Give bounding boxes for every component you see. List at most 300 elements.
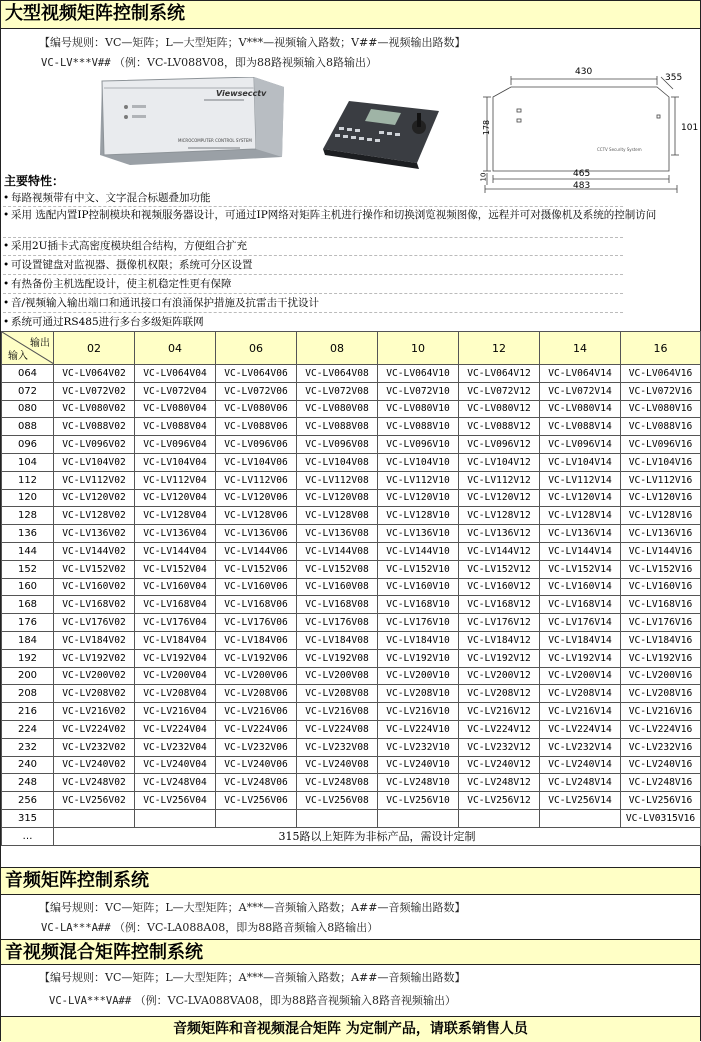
row-input-count: 168 — [2, 596, 54, 614]
model-number-cell: VC-LV144V08 — [297, 542, 378, 560]
dimension-drawing — [481, 67, 699, 197]
model-number-cell: VC-LV192V08 — [297, 649, 378, 667]
table-row — [2, 809, 701, 827]
video-section-title: 大型视频矩阵控制系统 — [1, 1, 700, 29]
model-number-cell: VC-LV248V08 — [297, 774, 378, 792]
model-number-cell: VC-LV184V14 — [540, 631, 621, 649]
video-numbering-rule: 【编号规则：VC—矩阵；L—大型矩阵；V***—视频输入路数；V##—视频输出路数】 — [39, 36, 466, 49]
model-number-cell: VC-LV136V06 — [216, 525, 297, 543]
av-model-example: （例：VC-LVA088VA08，即为88路音视频输入8路音视频输出） — [134, 994, 457, 1007]
model-number-cell: VC-LV064V04 — [135, 365, 216, 383]
row-input-count: 088 — [2, 418, 54, 436]
model-number-cell: VC-LV248V12 — [459, 774, 540, 792]
model-number-cell: VC-LV232V14 — [540, 738, 621, 756]
model-number-cell: VC-LV072V04 — [135, 382, 216, 400]
dim-drawing-label: CCTV Security System — [597, 147, 642, 152]
model-number-cell: VC-LV144V14 — [540, 542, 621, 560]
feature-divider — [3, 293, 623, 294]
row-input-count: 080 — [2, 400, 54, 418]
model-number-cell: VC-LV256V12 — [459, 792, 540, 810]
model-number-cell: VC-LV216V02 — [54, 703, 135, 721]
column-header: 16 — [621, 332, 701, 365]
model-number-cell: VC-LV184V06 — [216, 631, 297, 649]
model-number-cell: VC-LV216V16 — [621, 703, 701, 721]
model-number-cell: VC-LV136V04 — [135, 525, 216, 543]
model-number-cell: VC-LV152V02 — [54, 560, 135, 578]
feature-divider — [3, 237, 623, 238]
model-number-cell: VC-LV144V12 — [459, 542, 540, 560]
model-number-cell: VC-LV192V04 — [135, 649, 216, 667]
model-number-cell: VC-LV136V10 — [378, 525, 459, 543]
table-note: 315路以上矩阵为非标产品，需设计定制 — [54, 827, 701, 845]
model-number-cell — [297, 809, 378, 827]
table-row — [2, 792, 701, 810]
video-model-format: VC-LV***V## — [41, 57, 111, 69]
row-input-count: 176 — [2, 614, 54, 632]
model-number-cell: VC-LV168V04 — [135, 596, 216, 614]
row-input-count: 240 — [2, 756, 54, 774]
table-row — [2, 542, 701, 560]
model-number-cell: VC-LV232V06 — [216, 738, 297, 756]
model-number-cell: VC-LV168V12 — [459, 596, 540, 614]
model-number-cell: VC-LV256V04 — [135, 792, 216, 810]
table-row — [2, 400, 701, 418]
model-number-cell: VC-LV168V14 — [540, 596, 621, 614]
model-number-cell: VC-LV192V14 — [540, 649, 621, 667]
row-input-count: 200 — [2, 667, 54, 685]
model-number-cell: VC-LV160V06 — [216, 578, 297, 596]
model-number-cell: VC-LV128V10 — [378, 507, 459, 525]
model-number-cell: VC-LV096V02 — [54, 436, 135, 454]
table-row — [2, 489, 701, 507]
model-number-cell: VC-LV080V14 — [540, 400, 621, 418]
row-input-count: 216 — [2, 703, 54, 721]
custom-product-notice: 音频矩阵和音视频混合矩阵 为定制产品，请联系销售人员 — [1, 1016, 700, 1042]
model-number-cell: VC-LV072V12 — [459, 382, 540, 400]
model-number-cell: VC-LV160V04 — [135, 578, 216, 596]
model-number-cell: VC-LV224V10 — [378, 720, 459, 738]
model-number-cell: VC-LV112V04 — [135, 471, 216, 489]
row-input-count: 120 — [2, 489, 54, 507]
model-number-cell: VC-LV128V06 — [216, 507, 297, 525]
model-number-cell: VC-LV216V14 — [540, 703, 621, 721]
model-number-cell: VC-LV200V06 — [216, 667, 297, 685]
model-number-cell: VC-LV064V08 — [297, 365, 378, 383]
model-number-cell: VC-LV184V12 — [459, 631, 540, 649]
model-number-cell: VC-LV160V10 — [378, 578, 459, 596]
model-number-cell: VC-LV256V14 — [540, 792, 621, 810]
dim-width-total: 483 — [573, 181, 591, 191]
table-row — [2, 720, 701, 738]
model-number-cell — [378, 809, 459, 827]
av-model-format: VC-LVA***VA## — [49, 995, 132, 1007]
model-number-cell: VC-LV128V12 — [459, 507, 540, 525]
model-number-cell: VC-LV120V10 — [378, 489, 459, 507]
model-number-cell: VC-LV152V14 — [540, 560, 621, 578]
model-number-cell: VC-LV208V04 — [135, 685, 216, 703]
row-ellipsis: … — [2, 827, 54, 845]
table-row — [2, 382, 701, 400]
model-number-cell: VC-LV192V02 — [54, 649, 135, 667]
model-number-cell: VC-LV128V04 — [135, 507, 216, 525]
feature-divider — [3, 206, 623, 207]
model-number-cell: VC-LV072V10 — [378, 382, 459, 400]
model-number-cell: VC-LV232V08 — [297, 738, 378, 756]
table-row — [2, 756, 701, 774]
model-number-cell: VC-LV112V02 — [54, 471, 135, 489]
model-number-cell: VC-LV256V06 — [216, 792, 297, 810]
model-number-cell: VC-LV216V08 — [297, 703, 378, 721]
model-number-cell: VC-LV096V06 — [216, 436, 297, 454]
corner-output-label: 输出 — [30, 338, 50, 349]
model-number-cell: VC-LV184V16 — [621, 631, 701, 649]
model-number-cell: VC-LV096V04 — [135, 436, 216, 454]
model-number-cell: VC-LV152V12 — [459, 560, 540, 578]
feature-item: • 可设置键盘对监视器、摄像机权限；系统可分区设置 — [3, 259, 253, 271]
table-row — [2, 738, 701, 756]
table-row — [2, 649, 701, 667]
model-number-cell: VC-LV072V08 — [297, 382, 378, 400]
model-number-cell: VC-LV200V14 — [540, 667, 621, 685]
av-model-format-line — [49, 992, 456, 1008]
dim-foot: 10 — [479, 172, 488, 182]
model-number-cell: VC-LV080V04 — [135, 400, 216, 418]
row-input-count: 104 — [2, 453, 54, 471]
av-numbering-rule: 【编号规则：VC—矩阵；L—大型矩阵；A***—音频输入路数；A##—音频输出路数】 — [39, 971, 466, 984]
row-input-count: 160 — [2, 578, 54, 596]
video-model-table — [1, 331, 701, 846]
model-number-cell: VC-LV104V10 — [378, 453, 459, 471]
model-number-cell: VC-LV072V16 — [621, 382, 701, 400]
table-row — [2, 578, 701, 596]
model-number-cell: VC-LV0315V16 — [621, 809, 701, 827]
model-number-cell: VC-LV168V10 — [378, 596, 459, 614]
model-number-cell: VC-LV152V06 — [216, 560, 297, 578]
model-number-cell: VC-LV144V10 — [378, 542, 459, 560]
model-number-cell: VC-LV216V04 — [135, 703, 216, 721]
model-number-cell: VC-LV144V04 — [135, 542, 216, 560]
model-number-cell: VC-LV096V12 — [459, 436, 540, 454]
model-number-cell: VC-LV176V04 — [135, 614, 216, 632]
model-number-cell: VC-LV080V10 — [378, 400, 459, 418]
model-number-cell: VC-LV088V16 — [621, 418, 701, 436]
feature-divider — [3, 274, 623, 275]
model-number-cell: VC-LV168V08 — [297, 596, 378, 614]
model-number-cell: VC-LV064V02 — [54, 365, 135, 383]
model-number-cell: VC-LV176V14 — [540, 614, 621, 632]
model-number-cell: VC-LV224V16 — [621, 720, 701, 738]
model-number-cell: VC-LV224V06 — [216, 720, 297, 738]
model-number-cell: VC-LV144V16 — [621, 542, 701, 560]
model-number-cell: VC-LV208V08 — [297, 685, 378, 703]
audio-numbering-rule: 【编号规则：VC—矩阵；L—大型矩阵；A***—音频输入路数；A##—音频输出路数】 — [39, 901, 466, 914]
model-number-cell — [216, 809, 297, 827]
model-number-cell: VC-LV152V04 — [135, 560, 216, 578]
model-number-cell: VC-LV176V10 — [378, 614, 459, 632]
feature-item: • 采用 选配内置IP控制模块和视频服务器设计，可通过IP网络对矩阵主机进行操作和切换浏览视频图像，远程并可对摄像机及系统的控制访问 — [3, 209, 657, 221]
table-body — [2, 365, 701, 846]
model-number-cell: VC-LV104V02 — [54, 453, 135, 471]
model-number-cell: VC-LV072V14 — [540, 382, 621, 400]
model-number-cell: VC-LV136V12 — [459, 525, 540, 543]
model-number-cell: VC-LV256V08 — [297, 792, 378, 810]
row-input-count: 128 — [2, 507, 54, 525]
model-number-cell: VC-LV080V08 — [297, 400, 378, 418]
row-input-count: 184 — [2, 631, 54, 649]
table-row — [2, 631, 701, 649]
column-header: 04 — [135, 332, 216, 365]
row-input-count: 072 — [2, 382, 54, 400]
control-keyboard-image — [319, 97, 444, 169]
table-row — [2, 507, 701, 525]
model-number-cell: VC-LV096V16 — [621, 436, 701, 454]
table-row — [2, 774, 701, 792]
column-header: 06 — [216, 332, 297, 365]
table-corner-cell — [2, 332, 54, 365]
column-header: 10 — [378, 332, 459, 365]
row-input-count: 064 — [2, 365, 54, 383]
dim-width-body: 465 — [573, 169, 591, 179]
model-number-cell: VC-LV176V16 — [621, 614, 701, 632]
column-header: 02 — [54, 332, 135, 365]
model-number-cell: VC-LV120V04 — [135, 489, 216, 507]
model-number-cell: VC-LV176V02 — [54, 614, 135, 632]
model-number-cell: VC-LV256V02 — [54, 792, 135, 810]
model-number-cell: VC-LV080V12 — [459, 400, 540, 418]
features-heading: 主要特性： — [4, 174, 65, 188]
model-number-cell: VC-LV072V06 — [216, 382, 297, 400]
matrix-host-image — [96, 77, 286, 167]
row-input-count: 112 — [2, 471, 54, 489]
audio-model-format: VC-LA***A## — [41, 922, 111, 934]
model-number-cell: VC-LV136V14 — [540, 525, 621, 543]
dim-height: 178 — [482, 119, 492, 136]
model-number-cell: VC-LV200V04 — [135, 667, 216, 685]
model-number-cell: VC-LV064V06 — [216, 365, 297, 383]
model-number-cell: VC-LV176V12 — [459, 614, 540, 632]
model-number-cell: VC-LV088V02 — [54, 418, 135, 436]
model-number-cell: VC-LV160V14 — [540, 578, 621, 596]
model-number-cell: VC-LV232V02 — [54, 738, 135, 756]
model-number-cell: VC-LV240V06 — [216, 756, 297, 774]
model-number-cell: VC-LV232V16 — [621, 738, 701, 756]
row-input-count: 096 — [2, 436, 54, 454]
row-input-count: 136 — [2, 525, 54, 543]
model-number-cell: VC-LV216V06 — [216, 703, 297, 721]
model-number-cell: VC-LV088V08 — [297, 418, 378, 436]
feature-item: • 系统可通过RS485进行多台多级矩阵联网 — [3, 316, 204, 328]
model-number-cell: VC-LV088V04 — [135, 418, 216, 436]
table-row — [2, 471, 701, 489]
row-input-count: 208 — [2, 685, 54, 703]
model-number-cell: VC-LV184V02 — [54, 631, 135, 649]
row-input-count: 232 — [2, 738, 54, 756]
model-number-cell: VC-LV128V16 — [621, 507, 701, 525]
model-number-cell: VC-LV240V14 — [540, 756, 621, 774]
model-number-cell: VC-LV088V10 — [378, 418, 459, 436]
model-number-cell: VC-LV216V12 — [459, 703, 540, 721]
table-row-note — [2, 827, 701, 845]
model-number-cell: VC-LV184V08 — [297, 631, 378, 649]
table-row — [2, 453, 701, 471]
feature-item: • 采用2U插卡式高密度模块组合结构，方便组合扩充 — [3, 240, 248, 252]
column-header: 14 — [540, 332, 621, 365]
model-number-cell — [54, 809, 135, 827]
model-number-cell: VC-LV088V12 — [459, 418, 540, 436]
dim-depth: 355 — [665, 73, 683, 83]
feature-item: • 每路视频带有中文、文字混合标题叠加功能 — [3, 192, 211, 204]
model-number-cell: VC-LV240V04 — [135, 756, 216, 774]
model-number-cell: VC-LV136V02 — [54, 525, 135, 543]
model-number-cell: VC-LV064V16 — [621, 365, 701, 383]
model-number-cell: VC-LV112V08 — [297, 471, 378, 489]
model-number-cell: VC-LV200V10 — [378, 667, 459, 685]
model-number-cell: VC-LV168V16 — [621, 596, 701, 614]
model-number-cell: VC-LV120V16 — [621, 489, 701, 507]
model-number-cell: VC-LV240V10 — [378, 756, 459, 774]
model-number-cell: VC-LV112V12 — [459, 471, 540, 489]
table-row — [2, 667, 701, 685]
model-number-cell: VC-LV112V10 — [378, 471, 459, 489]
model-number-cell: VC-LV112V14 — [540, 471, 621, 489]
feature-item: • 有热备份主机选配设计，使主机稳定性更有保障 — [3, 278, 232, 290]
model-number-cell: VC-LV144V02 — [54, 542, 135, 560]
model-number-cell: VC-LV232V10 — [378, 738, 459, 756]
model-number-cell: VC-LV120V08 — [297, 489, 378, 507]
table-row — [2, 436, 701, 454]
row-input-count: 224 — [2, 720, 54, 738]
model-number-cell: VC-LV128V08 — [297, 507, 378, 525]
model-number-cell: VC-LV248V06 — [216, 774, 297, 792]
model-number-cell: VC-LV200V12 — [459, 667, 540, 685]
model-number-cell: VC-LV256V16 — [621, 792, 701, 810]
model-number-cell: VC-LV192V16 — [621, 649, 701, 667]
model-number-cell: VC-LV248V10 — [378, 774, 459, 792]
model-number-cell: VC-LV184V10 — [378, 631, 459, 649]
model-number-cell: VC-LV232V12 — [459, 738, 540, 756]
feature-divider — [3, 312, 623, 313]
model-number-cell: VC-LV152V16 — [621, 560, 701, 578]
model-number-cell: VC-LV232V04 — [135, 738, 216, 756]
feature-divider — [3, 255, 623, 256]
model-number-cell: VC-LV208V12 — [459, 685, 540, 703]
model-number-cell: VC-LV208V16 — [621, 685, 701, 703]
model-number-cell: VC-LV224V08 — [297, 720, 378, 738]
model-number-cell: VC-LV192V12 — [459, 649, 540, 667]
model-number-cell: VC-LV112V06 — [216, 471, 297, 489]
model-number-cell: VC-LV128V02 — [54, 507, 135, 525]
table-row — [2, 525, 701, 543]
model-number-cell: VC-LV200V08 — [297, 667, 378, 685]
model-number-cell: VC-LV080V16 — [621, 400, 701, 418]
table-row — [2, 365, 701, 383]
row-input-count: 248 — [2, 774, 54, 792]
model-number-cell: VC-LV200V16 — [621, 667, 701, 685]
table-row — [2, 685, 701, 703]
model-number-cell: VC-LV136V08 — [297, 525, 378, 543]
model-number-cell: VC-LV184V04 — [135, 631, 216, 649]
matrix-host-brand: Viewsecctv — [216, 89, 267, 98]
audio-model-format-line — [41, 919, 378, 935]
model-number-cell: VC-LV256V10 — [378, 792, 459, 810]
model-number-cell: VC-LV248V16 — [621, 774, 701, 792]
model-number-cell: VC-LV224V04 — [135, 720, 216, 738]
model-number-cell: VC-LV176V08 — [297, 614, 378, 632]
model-number-cell: VC-LV208V06 — [216, 685, 297, 703]
column-header: 12 — [459, 332, 540, 365]
model-number-cell: VC-LV096V08 — [297, 436, 378, 454]
table-row — [2, 614, 701, 632]
model-number-cell: VC-LV152V10 — [378, 560, 459, 578]
model-number-cell: VC-LV088V14 — [540, 418, 621, 436]
model-number-cell: VC-LV248V14 — [540, 774, 621, 792]
model-number-cell: VC-LV104V14 — [540, 453, 621, 471]
model-number-cell: VC-LV072V02 — [54, 382, 135, 400]
model-number-cell: VC-LV208V02 — [54, 685, 135, 703]
model-number-cell: VC-LV096V10 — [378, 436, 459, 454]
dim-panel-height: 101 — [681, 123, 699, 133]
audio-model-example: （例：VC-LA088A08，即为88路音频输入8路输出） — [114, 921, 379, 934]
model-number-cell: VC-LV168V06 — [216, 596, 297, 614]
matrix-host-panel-text: MICROCOMPUTER CONTROL SYSTEM — [178, 138, 252, 143]
row-input-count: 256 — [2, 792, 54, 810]
model-number-cell: VC-LV240V16 — [621, 756, 701, 774]
model-number-cell: VC-LV120V06 — [216, 489, 297, 507]
model-number-cell — [459, 809, 540, 827]
feature-item: • 音/视频输入输出端口和通讯接口有浪涌保护措施及抗雷击干扰设计 — [3, 297, 320, 309]
model-number-cell: VC-LV120V12 — [459, 489, 540, 507]
model-number-cell: VC-LV128V14 — [540, 507, 621, 525]
row-input-count: 144 — [2, 542, 54, 560]
model-number-cell: VC-LV104V16 — [621, 453, 701, 471]
row-input-count: 315 — [2, 809, 54, 827]
model-number-cell: VC-LV192V10 — [378, 649, 459, 667]
model-number-cell: VC-LV160V12 — [459, 578, 540, 596]
model-number-cell: VC-LV096V14 — [540, 436, 621, 454]
model-number-cell: VC-LV112V16 — [621, 471, 701, 489]
table-row — [2, 418, 701, 436]
model-number-cell: VC-LV120V14 — [540, 489, 621, 507]
row-input-count: 152 — [2, 560, 54, 578]
model-number-cell — [135, 809, 216, 827]
av-section-title: 音视频混合矩阵控制系统 — [1, 939, 700, 965]
table-row — [2, 560, 701, 578]
model-number-cell: VC-LV224V12 — [459, 720, 540, 738]
table-row — [2, 703, 701, 721]
audio-section-title: 音频矩阵控制系统 — [1, 867, 700, 895]
model-number-cell: VC-LV088V06 — [216, 418, 297, 436]
model-number-cell: VC-LV160V02 — [54, 578, 135, 596]
model-number-cell: VC-LV104V06 — [216, 453, 297, 471]
model-number-cell: VC-LV104V08 — [297, 453, 378, 471]
model-number-cell: VC-LV064V12 — [459, 365, 540, 383]
model-number-cell: VC-LV120V02 — [54, 489, 135, 507]
model-number-cell: VC-LV248V02 — [54, 774, 135, 792]
model-number-cell: VC-LV080V06 — [216, 400, 297, 418]
model-number-cell: VC-LV104V12 — [459, 453, 540, 471]
model-number-cell: VC-LV240V08 — [297, 756, 378, 774]
model-number-cell: VC-LV136V16 — [621, 525, 701, 543]
model-number-cell: VC-LV080V02 — [54, 400, 135, 418]
row-input-count: 192 — [2, 649, 54, 667]
model-number-cell: VC-LV224V02 — [54, 720, 135, 738]
model-number-cell: VC-LV160V08 — [297, 578, 378, 596]
column-header: 08 — [297, 332, 378, 365]
corner-input-label: 输入 — [8, 351, 28, 362]
model-number-cell: VC-LV240V12 — [459, 756, 540, 774]
model-number-cell: VC-LV104V04 — [135, 453, 216, 471]
model-number-cell: VC-LV152V08 — [297, 560, 378, 578]
